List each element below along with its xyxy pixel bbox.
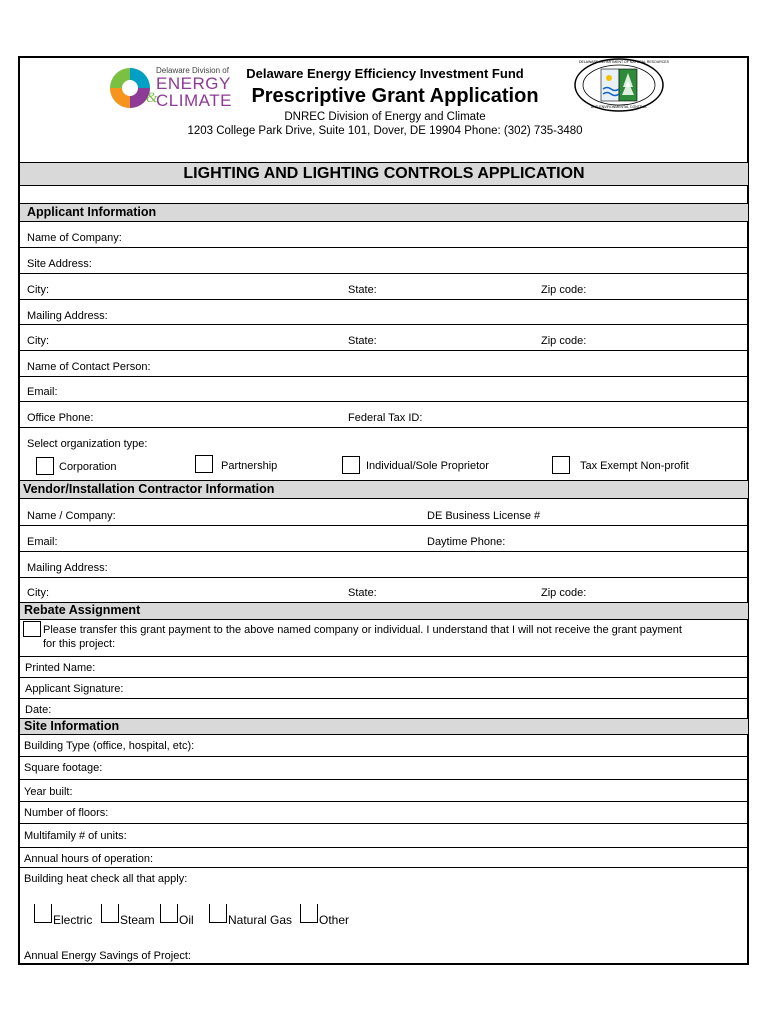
sole-proprietor-label: Individual/Sole Proprietor — [366, 460, 489, 472]
division-text: DNREC Division of Energy and Climate — [284, 111, 486, 123]
logo-energy-text: ENERGY — [156, 74, 231, 93]
divider — [20, 677, 748, 678]
divider — [20, 324, 748, 325]
divider — [20, 427, 748, 428]
vendor-city-field[interactable]: City: — [27, 587, 49, 599]
rebate-statement-line2: for this project: — [43, 638, 116, 650]
site-section-header — [20, 718, 748, 735]
corporation-checkbox[interactable] — [36, 457, 54, 475]
logo-top-text: Delaware Division of — [156, 66, 229, 75]
divider — [20, 401, 748, 402]
heat-electric-label: Electric — [53, 913, 93, 927]
city-field[interactable]: City: — [27, 284, 49, 296]
heat-natural-gas-label: Natural Gas — [228, 913, 293, 927]
divider — [20, 801, 748, 802]
square-footage-field[interactable]: Square footage: — [24, 762, 103, 774]
office-phone-field[interactable]: Office Phone: — [27, 412, 94, 424]
heat-steam-label: Steam — [120, 913, 155, 927]
partnership-label: Partnership — [221, 460, 278, 472]
vendor-heading: Vendor/Installation Contractor Information — [23, 482, 275, 496]
divider — [20, 273, 748, 274]
divider — [20, 350, 748, 351]
divider — [20, 823, 748, 824]
vendor-name-field[interactable]: Name / Company: — [27, 510, 116, 522]
energy-savings-field[interactable]: Annual Energy Savings of Project: — [24, 950, 191, 962]
divider — [20, 779, 748, 780]
heat-other-checkbox[interactable] — [300, 904, 318, 923]
non-profit-label: Tax Exempt Non-profit — [580, 460, 689, 472]
divider — [20, 698, 748, 699]
vendor-mailing-field[interactable]: Mailing Address: — [27, 562, 108, 574]
divider — [20, 756, 748, 757]
site-address-field[interactable]: Site Address: — [27, 258, 92, 270]
mailing-zip-field[interactable]: Zip code: — [541, 335, 587, 347]
business-license-field[interactable]: DE Business License # — [427, 510, 541, 522]
form-frame — [18, 56, 749, 965]
partnership-checkbox[interactable] — [195, 455, 213, 473]
divider — [20, 551, 748, 552]
applicant-heading: Applicant Information — [27, 205, 157, 219]
vendor-zip-field[interactable]: Zip code: — [541, 587, 587, 599]
site-heading: Site Information — [24, 719, 120, 733]
non-profit-checkbox[interactable] — [552, 456, 570, 474]
divider — [20, 577, 748, 578]
divider — [20, 525, 748, 526]
divider — [20, 299, 748, 300]
contact-person-field[interactable]: Name of Contact Person: — [27, 361, 151, 373]
dnrec-seal — [573, 57, 669, 113]
floors-field[interactable]: Number of floors: — [24, 807, 109, 819]
heat-steam-checkbox[interactable] — [101, 904, 119, 923]
app-title: Prescriptive Grant Application — [251, 85, 539, 107]
heat-other-label: Other — [319, 913, 350, 927]
building-heat-label: Building heat check all that apply: — [24, 873, 188, 885]
signature-field[interactable]: Applicant Signature: — [25, 683, 124, 695]
divider — [20, 247, 748, 248]
date-field[interactable]: Date: — [25, 704, 52, 716]
vendor-state-field[interactable]: State: — [348, 587, 377, 599]
energy-climate-logo — [108, 66, 232, 110]
mailing-state-field[interactable]: State: — [348, 335, 377, 347]
heat-oil-label: Oil — [179, 913, 194, 927]
building-type-field[interactable]: Building Type (office, hospital, etc): — [24, 740, 195, 752]
year-built-field[interactable]: Year built: — [24, 786, 73, 798]
divider — [20, 376, 748, 377]
form-title: LIGHTING AND LIGHTING CONTROLS APPLICATION — [20, 162, 748, 186]
state-field[interactable]: State: — [348, 284, 377, 296]
org-type-label: Select organization type: — [27, 438, 148, 450]
units-field[interactable]: Multifamily # of units: — [24, 830, 127, 842]
fund-title: Delaware Energy Efficiency Investment Fund — [246, 66, 524, 81]
heat-electric-checkbox[interactable] — [34, 904, 52, 923]
seal-top-text: DELAWARE DEPARTMENT OF NATURAL RESOURCES — [579, 60, 669, 64]
zip-field[interactable]: Zip code: — [541, 284, 587, 296]
seal-bottom-text: AND ENVIRONMENTAL CONTROL — [590, 105, 648, 109]
divider — [20, 656, 748, 657]
hours-field[interactable]: Annual hours of operation: — [24, 853, 154, 865]
divider — [20, 847, 748, 848]
sole-proprietor-checkbox[interactable] — [342, 456, 360, 474]
heat-natural-gas-checkbox[interactable] — [209, 904, 227, 923]
logo-climate-text: CLIMATE — [156, 91, 232, 110]
vendor-email-field[interactable]: Email: — [27, 536, 58, 548]
daytime-phone-field[interactable]: Daytime Phone: — [427, 536, 506, 548]
heat-oil-checkbox[interactable] — [160, 904, 178, 923]
rebate-heading: Rebate Assignment — [24, 603, 141, 617]
company-name-field[interactable]: Name of Company: — [27, 232, 122, 244]
address-phone-text: 1203 College Park Drive, Suite 101, Dover, DE 19904 Phone: (302) 735-3480 — [187, 125, 583, 137]
applicant-email-field[interactable]: Email: — [27, 386, 58, 398]
printed-name-field[interactable]: Printed Name: — [25, 662, 96, 674]
divider — [20, 867, 748, 868]
mailing-city-field[interactable]: City: — [27, 335, 49, 347]
rebate-statement-line1: Please transfer this grant payment to the above named company or individual. I understand that I will not receive the grant payment — [43, 624, 682, 636]
rebate-assign-checkbox[interactable] — [23, 621, 41, 637]
federal-tax-id-field[interactable]: Federal Tax ID: — [348, 412, 423, 424]
corporation-label: Corporation — [59, 461, 117, 473]
mailing-address-field[interactable]: Mailing Address: — [27, 310, 108, 322]
logo-amp-text: & — [146, 90, 158, 106]
